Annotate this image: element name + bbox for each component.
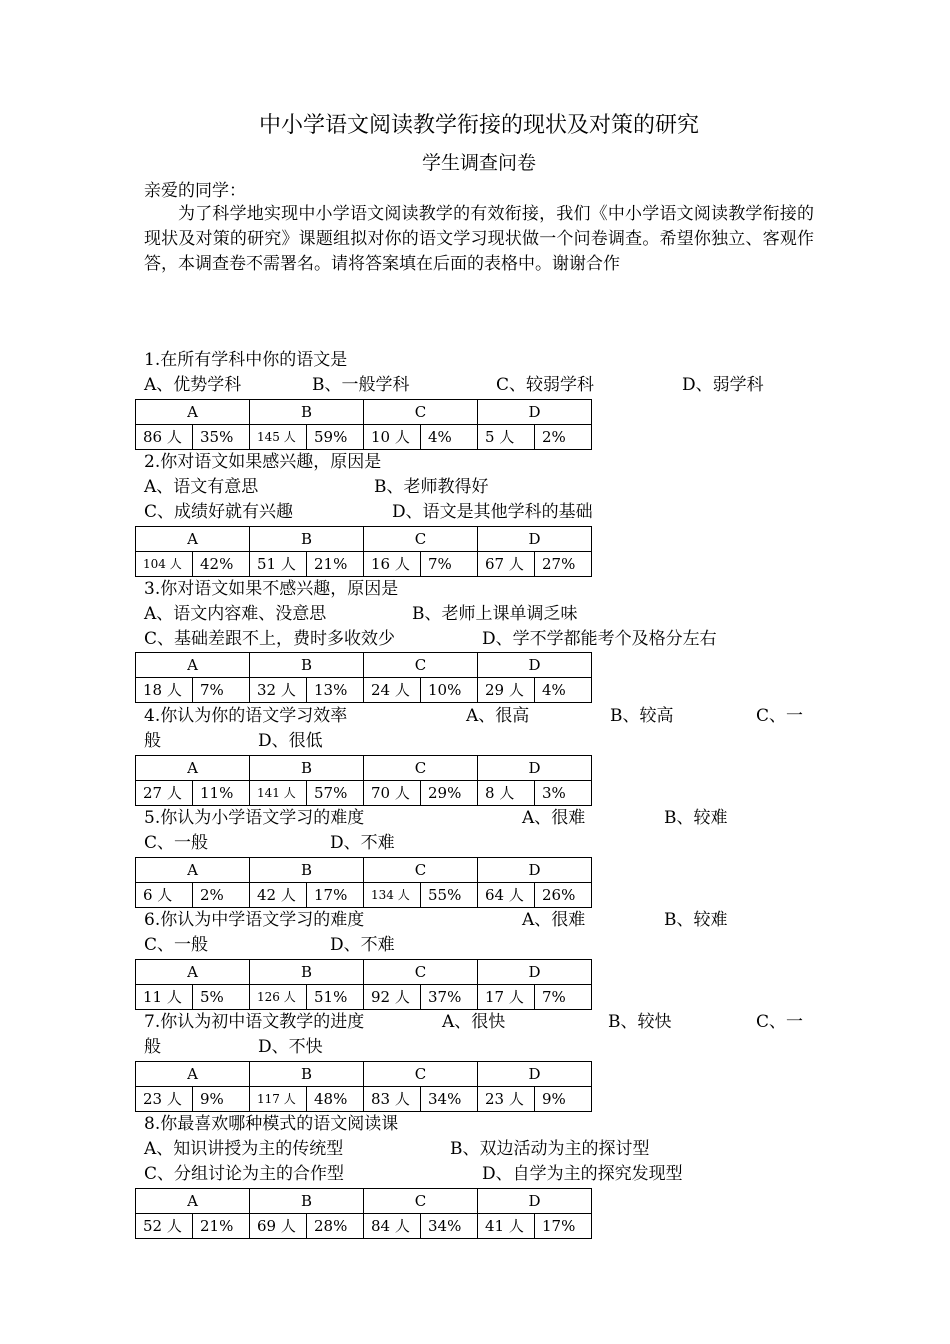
question-5: 5.你认为小学语文学习的难度 bbox=[144, 808, 365, 828]
result-table-8 bbox=[135, 1188, 592, 1239]
question-4: 4.你认为你的语文学习效率 bbox=[144, 706, 348, 726]
option-d: D、不难 bbox=[330, 833, 395, 853]
count-c: 10 人 bbox=[364, 425, 421, 450]
option-a: A、优势学科 bbox=[144, 375, 242, 395]
header-c: C bbox=[364, 653, 478, 678]
option-c: C、一 bbox=[756, 706, 804, 726]
question-1-options bbox=[144, 373, 814, 398]
percent-c: 4% bbox=[421, 425, 478, 450]
result-table-5 bbox=[135, 857, 592, 908]
count-c: 24 人 bbox=[364, 678, 421, 703]
percent-b: 51% bbox=[307, 985, 364, 1010]
question-3-options-row2 bbox=[144, 627, 814, 652]
question-8: 8.你最喜欢哪种模式的语文阅读课 bbox=[144, 1114, 399, 1134]
count-a: 6 人 bbox=[136, 883, 193, 908]
count-b: 69 人 bbox=[250, 1214, 307, 1239]
option-b: B、较难 bbox=[664, 910, 728, 930]
header-b: B bbox=[250, 400, 364, 425]
percent-b: 59% bbox=[307, 425, 364, 450]
header-c: C bbox=[364, 756, 478, 781]
header-a: A bbox=[136, 527, 250, 552]
count-c: 84 人 bbox=[364, 1214, 421, 1239]
count-d: 64 人 bbox=[478, 883, 535, 908]
option-b: B、双边活动为主的探讨型 bbox=[450, 1139, 650, 1159]
option-c: C、一般 bbox=[144, 833, 209, 853]
option-c-continued: 般 bbox=[144, 1037, 161, 1057]
count-a: 86 人 bbox=[136, 425, 193, 450]
question-2-options-row1 bbox=[144, 475, 814, 500]
header-b: B bbox=[250, 960, 364, 985]
header-d: D bbox=[478, 527, 592, 552]
percent-d: 7% bbox=[535, 985, 592, 1010]
option-b: B、较难 bbox=[664, 808, 728, 828]
percent-b: 13% bbox=[307, 678, 364, 703]
option-d: D、很低 bbox=[258, 731, 323, 751]
header-d: D bbox=[478, 653, 592, 678]
count-a: 52 人 bbox=[136, 1214, 193, 1239]
question-6: 6.你认为中学语文学习的难度 bbox=[144, 910, 365, 930]
percent-d: 3% bbox=[535, 781, 592, 806]
percent-a: 2% bbox=[193, 883, 250, 908]
percent-a: 11% bbox=[193, 781, 250, 806]
question-4-row2 bbox=[144, 729, 814, 754]
question-5-row1 bbox=[144, 806, 814, 831]
percent-b: 28% bbox=[307, 1214, 364, 1239]
header-b: B bbox=[250, 1062, 364, 1087]
header-a: A bbox=[136, 653, 250, 678]
count-b: 126 人 bbox=[250, 985, 307, 1010]
percent-a: 42% bbox=[193, 552, 250, 577]
header-c: C bbox=[364, 400, 478, 425]
count-b: 32 人 bbox=[250, 678, 307, 703]
header-d: D bbox=[478, 858, 592, 883]
header-a: A bbox=[136, 858, 250, 883]
header-c: C bbox=[364, 1062, 478, 1087]
percent-b: 17% bbox=[307, 883, 364, 908]
result-table-2 bbox=[135, 526, 592, 577]
question-3: 3.你对语文如果不感兴趣，原因是 bbox=[144, 579, 399, 599]
option-c-continued: 般 bbox=[144, 731, 161, 751]
document-title: 中小学语文阅读教学衔接的现状及对策的研究 bbox=[258, 113, 699, 138]
header-d: D bbox=[478, 960, 592, 985]
option-a: A、语文内容难、没意思 bbox=[144, 604, 327, 624]
count-a: 11 人 bbox=[136, 985, 193, 1010]
option-b: B、老师上课单调乏味 bbox=[412, 604, 578, 624]
count-c: 70 人 bbox=[364, 781, 421, 806]
question-5-row2 bbox=[144, 831, 814, 856]
count-d: 67 人 bbox=[478, 552, 535, 577]
count-a: 27 人 bbox=[136, 781, 193, 806]
option-d: D、不快 bbox=[258, 1037, 323, 1057]
percent-b: 57% bbox=[307, 781, 364, 806]
percent-c: 29% bbox=[421, 781, 478, 806]
count-b: 51 人 bbox=[250, 552, 307, 577]
option-d: D、自学为主的探究发现型 bbox=[482, 1164, 683, 1184]
percent-b: 21% bbox=[307, 552, 364, 577]
percent-d: 26% bbox=[535, 883, 592, 908]
option-d: D、语文是其他学科的基础 bbox=[392, 502, 593, 522]
header-c: C bbox=[364, 527, 478, 552]
count-d: 41 人 bbox=[478, 1214, 535, 1239]
result-table-3 bbox=[135, 652, 592, 703]
header-a: A bbox=[136, 960, 250, 985]
percent-a: 7% bbox=[193, 678, 250, 703]
option-b: B、较高 bbox=[610, 706, 674, 726]
option-b: B、较快 bbox=[608, 1012, 672, 1032]
header-d: D bbox=[478, 1189, 592, 1214]
option-c: C、较弱学科 bbox=[496, 375, 595, 395]
option-a: A、很难 bbox=[522, 910, 586, 930]
option-d: D、弱学科 bbox=[682, 375, 764, 395]
count-d: 8 人 bbox=[478, 781, 535, 806]
option-a: A、很快 bbox=[442, 1012, 506, 1032]
question-7-row2 bbox=[144, 1035, 814, 1060]
percent-d: 17% bbox=[535, 1214, 592, 1239]
percent-d: 9% bbox=[535, 1087, 592, 1112]
header-d: D bbox=[478, 1062, 592, 1087]
option-b: B、一般学科 bbox=[312, 375, 410, 395]
percent-c: 34% bbox=[421, 1087, 478, 1112]
question-1: 1.在所有学科中你的语文是 bbox=[144, 350, 348, 370]
option-c: C、成绩好就有兴趣 bbox=[144, 502, 294, 522]
question-6-row1 bbox=[144, 908, 814, 933]
percent-d: 4% bbox=[535, 678, 592, 703]
percent-c: 37% bbox=[421, 985, 478, 1010]
count-b: 145 人 bbox=[250, 425, 307, 450]
percent-a: 35% bbox=[193, 425, 250, 450]
option-c: C、基础差跟不上，费时多收效少 bbox=[144, 629, 396, 649]
header-a: A bbox=[136, 1062, 250, 1087]
result-table-7 bbox=[135, 1061, 592, 1112]
option-c: C、分组讨论为主的合作型 bbox=[144, 1164, 345, 1184]
count-b: 117 人 bbox=[250, 1087, 307, 1112]
count-d: 5 人 bbox=[478, 425, 535, 450]
count-c: 16 人 bbox=[364, 552, 421, 577]
percent-a: 21% bbox=[193, 1214, 250, 1239]
count-d: 17 人 bbox=[478, 985, 535, 1010]
percent-c: 34% bbox=[421, 1214, 478, 1239]
option-c: C、一 bbox=[756, 1012, 804, 1032]
option-d: D、学不学都能考个及格分左右 bbox=[482, 629, 717, 649]
question-4-row1 bbox=[144, 704, 814, 729]
question-8-options-row1 bbox=[144, 1137, 814, 1162]
header-c: C bbox=[364, 858, 478, 883]
header-b: B bbox=[250, 1189, 364, 1214]
option-d: D、不难 bbox=[330, 935, 395, 955]
header-a: A bbox=[136, 756, 250, 781]
count-d: 23 人 bbox=[478, 1087, 535, 1112]
question-7-row1 bbox=[144, 1010, 814, 1035]
header-a: A bbox=[136, 400, 250, 425]
option-a: A、很高 bbox=[466, 706, 530, 726]
percent-a: 5% bbox=[193, 985, 250, 1010]
count-c: 92 人 bbox=[364, 985, 421, 1010]
count-b: 141 人 bbox=[250, 781, 307, 806]
header-d: D bbox=[478, 400, 592, 425]
result-table-4 bbox=[135, 755, 592, 806]
percent-c: 55% bbox=[421, 883, 478, 908]
count-a: 23 人 bbox=[136, 1087, 193, 1112]
greeting: 亲爱的同学： bbox=[144, 181, 246, 201]
result-table-6 bbox=[135, 959, 592, 1010]
option-a: A、知识讲授为主的传统型 bbox=[144, 1139, 344, 1159]
option-c: C、一般 bbox=[144, 935, 209, 955]
header-b: B bbox=[250, 527, 364, 552]
question-3-options-row1 bbox=[144, 602, 814, 627]
question-6-row2 bbox=[144, 933, 814, 958]
count-a: 18 人 bbox=[136, 678, 193, 703]
percent-c: 7% bbox=[421, 552, 478, 577]
header-d: D bbox=[478, 756, 592, 781]
header-c: C bbox=[364, 1189, 478, 1214]
count-c: 83 人 bbox=[364, 1087, 421, 1112]
count-c: 134 人 bbox=[364, 883, 421, 908]
intro-paragraph: 为了科学地实现中小学语文阅读教学的有效衔接，我们《中小学语文阅读教学衔接的现状及对策的研究》课题组拟对你的语文学习现状做一个问卷调查。希望你独立、客观作答，本调查卷不需署名。请将答案填在后面的表格中。谢谢合作 bbox=[144, 204, 814, 274]
header-b: B bbox=[250, 756, 364, 781]
document-subtitle: 学生调查问卷 bbox=[421, 152, 536, 174]
percent-c: 10% bbox=[421, 678, 478, 703]
question-8-options-row2 bbox=[144, 1162, 814, 1187]
count-a: 104 人 bbox=[136, 552, 193, 577]
question-2: 2.你对语文如果感兴趣，原因是 bbox=[144, 452, 382, 472]
percent-b: 48% bbox=[307, 1087, 364, 1112]
header-b: B bbox=[250, 858, 364, 883]
option-a: A、很难 bbox=[522, 808, 586, 828]
percent-d: 27% bbox=[535, 552, 592, 577]
count-b: 42 人 bbox=[250, 883, 307, 908]
option-b: B、老师教得好 bbox=[374, 477, 489, 497]
option-a: A、语文有意思 bbox=[144, 477, 259, 497]
question-7: 7.你认为初中语文教学的进度 bbox=[144, 1012, 365, 1032]
header-a: A bbox=[136, 1189, 250, 1214]
header-c: C bbox=[364, 960, 478, 985]
question-2-options-row2 bbox=[144, 500, 814, 525]
count-d: 29 人 bbox=[478, 678, 535, 703]
percent-d: 2% bbox=[535, 425, 592, 450]
result-table-1 bbox=[135, 399, 592, 450]
header-b: B bbox=[250, 653, 364, 678]
percent-a: 9% bbox=[193, 1087, 250, 1112]
